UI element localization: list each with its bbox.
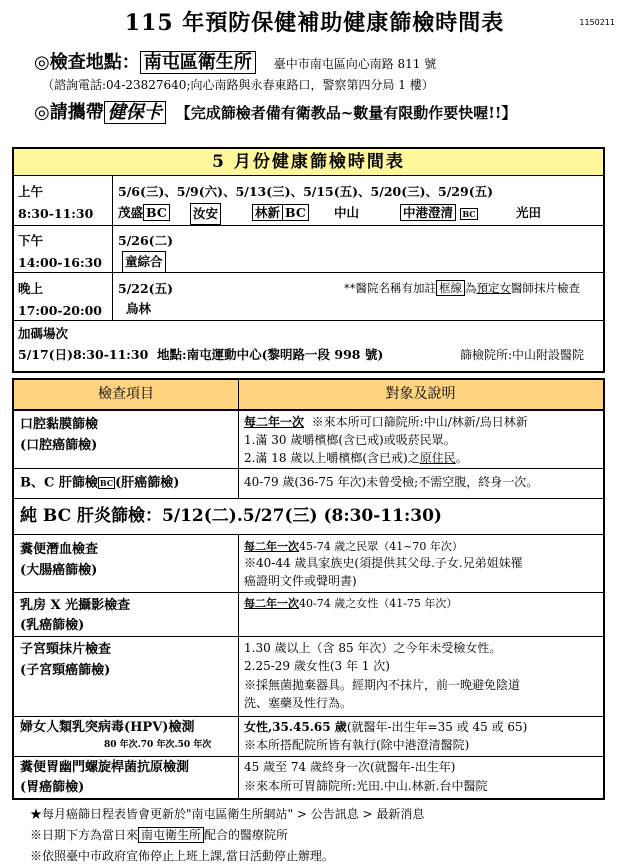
clinic-linxin: 林新 BC bbox=[252, 203, 309, 223]
fobt-line-1: 每二年一次45-74 歲之民眾（41~70 年次） bbox=[244, 540, 463, 553]
fobt-item-name: 糞便潛血檢查 bbox=[20, 542, 99, 557]
hep-item-name: B、C 肝篩檢 BC (肝癌篩檢) bbox=[20, 475, 180, 491]
contact-info: （諮詢電話:04-23827640;向心南路與永春東路口，警察第四分局 1 樓） bbox=[42, 78, 434, 92]
hp-item-sub: (胃癌篩檢) bbox=[20, 780, 85, 795]
hpv-line-2: ※本所搭配院所皆有執行(除中港澄清醫院) bbox=[244, 738, 470, 752]
evening-label: 晚上 bbox=[18, 281, 44, 296]
bc-tag: BC bbox=[143, 204, 170, 221]
page-title: 115 年預防保健補助健康篩檢時間表 bbox=[124, 10, 505, 36]
footer-line-3: ※依照臺中市政府宣佈停止上班上課,當日活動停止辦理。 bbox=[30, 849, 334, 863]
hpv-item-name: 婦女人類乳突病毒(HPV)檢測 bbox=[20, 720, 195, 735]
location-line bbox=[34, 48, 436, 74]
pap-line-2: 2.25-29 歲女性(3 年 1 次) bbox=[244, 659, 390, 673]
bc-tag-small: BC bbox=[99, 478, 114, 488]
afternoon-time: 14:00-16:30 bbox=[18, 255, 102, 270]
hpv-item-sub: 80 年次.70 年次.50 年次 bbox=[104, 740, 212, 750]
oral-freq: 每二年一次 ※來本所可口篩院所:中山/林新/烏日林新 bbox=[244, 415, 528, 429]
clinic-zhongshan: 中山 bbox=[334, 205, 360, 220]
extra-session-hospital: 篩檢院所:中山附設醫院 bbox=[460, 348, 585, 362]
col-header-item: 檢查項目 bbox=[14, 380, 238, 409]
clinic-maosheng: 茂盛 BC bbox=[118, 203, 170, 223]
hp-line-2: ※來本所可胃篩院所:光田.中山.林新.台中醫院 bbox=[244, 779, 488, 793]
pap-line-3: ※採無菌拋棄器具。經期內不抹片，前一晚避免陰道 bbox=[244, 678, 521, 692]
bc-tag-small: BC bbox=[462, 208, 476, 219]
fobt-line-2: ※40-44 歲具家族史(須提供其父母.子女.兄弟姐妹罹 bbox=[244, 556, 523, 570]
footer-notes bbox=[30, 804, 424, 867]
evening-dates: 5/22(五) bbox=[118, 281, 173, 296]
pure-bc-line: 純 BC 肝炎篩檢：5/12(二).5/27(三) (8:30-11:30) bbox=[20, 506, 442, 526]
mammo-line-1: 每二年一次40-74 歲之女性（41-75 年次） bbox=[244, 597, 458, 610]
location-name: 南屯區衛生所 bbox=[140, 51, 256, 74]
document-number: 1150211 bbox=[579, 18, 615, 27]
pap-line-1: 1.30 歲以上（含 85 年次）之今年未受檢女性。 bbox=[244, 641, 502, 655]
pap-line-4: 洗、塞藥及性行為。 bbox=[244, 696, 353, 710]
bring-label: ◎請攜帶 bbox=[34, 102, 104, 123]
female-doctor-note: **醫院名稱有加註 框線 為預定女醫師抹片檢查 bbox=[344, 281, 580, 295]
schedule-header: 5 月份健康篩檢時間表 bbox=[14, 149, 603, 175]
bc-tag: BC bbox=[282, 204, 309, 221]
health-card-label: 健保卡 bbox=[104, 101, 166, 124]
oral-item-sub: (口腔癌篩檢) bbox=[20, 438, 98, 453]
morning-dates: 5/6(三)、5/9(六)、5/13(三)、5/15(五)、5/20(三)、5/29(五) bbox=[118, 184, 494, 199]
hpv-line-1: 女性,35.45.65 歲(就醫年-出生年=35 或 45 或 65) bbox=[244, 720, 528, 734]
hp-line-1: 45 歲至 74 歲終身一次(就醫年-出生年) bbox=[244, 760, 456, 774]
bring-line bbox=[34, 98, 516, 124]
pap-item-sub: (子宮頸癌篩檢) bbox=[20, 663, 111, 678]
extra-session-label: 加碼場次 bbox=[18, 326, 69, 341]
clinic-ruan: 汝安 bbox=[190, 203, 221, 225]
morning-label: 上午 bbox=[18, 184, 44, 199]
clinic-zhonggang: 中港澄清 BC bbox=[400, 203, 478, 224]
mammo-item-name: 乳房 X 光攝影檢查 bbox=[20, 598, 131, 613]
fobt-item-sub: (大腸癌篩檢) bbox=[20, 563, 98, 578]
pap-item-name: 子宮頸抹片檢查 bbox=[20, 642, 112, 657]
clinic-guangtian: 光田 bbox=[516, 205, 542, 220]
clinic-tongzonghe: 童綜合 bbox=[122, 251, 166, 273]
afternoon-label: 下午 bbox=[18, 233, 44, 248]
clinic-wulin: 烏林 bbox=[126, 301, 152, 316]
footer-line-1: ★每月癌篩日程表皆會更新於"南屯區衛生所網站" > 公告訊息 > 最新消息 bbox=[30, 807, 425, 821]
col-header-desc: 對象及說明 bbox=[238, 380, 603, 409]
location-address: 臺中市南屯區向心南路 811 號 bbox=[273, 57, 437, 71]
promo-text: 【完成篩檢者備有衛教品~數量有限動作要快喔!!】 bbox=[175, 104, 517, 122]
footer-line-2: ※日期下方為當日來 南屯衛生所 配合的醫療院所 bbox=[30, 828, 289, 842]
fobt-line-3: 癌證明文件或聲明書) bbox=[244, 574, 357, 588]
evening-time: 17:00-20:00 bbox=[18, 303, 102, 318]
oral-line-1: 1.滿 30 歲嚼檳榔(含已戒)或吸菸民眾。 bbox=[244, 433, 456, 447]
hp-item-name: 糞便胃幽門螺旋桿菌抗原檢測 bbox=[20, 760, 190, 775]
oral-item-name: 口腔黏膜篩檢 bbox=[20, 417, 99, 432]
schedule-table bbox=[12, 147, 605, 373]
extra-session-line: 5/17(日)8:30-11:30 地點:南屯運動中心(黎明路一段 998 號) bbox=[18, 347, 384, 362]
screening-items-table bbox=[12, 378, 605, 800]
afternoon-dates: 5/26(二) bbox=[118, 233, 173, 248]
location-label: ◎檢查地點： bbox=[34, 52, 140, 73]
morning-time: 8:30-11:30 bbox=[18, 206, 94, 221]
hep-desc: 40-79 歲(36-75 年次)未曾受檢;不需空腹，終身一次。 bbox=[244, 475, 539, 489]
oral-line-2: 2.滿 18 歲以上嚼檳榔(含已戒)之原住民。 bbox=[244, 451, 468, 465]
mammo-item-sub: (乳癌篩檢) bbox=[20, 618, 85, 633]
